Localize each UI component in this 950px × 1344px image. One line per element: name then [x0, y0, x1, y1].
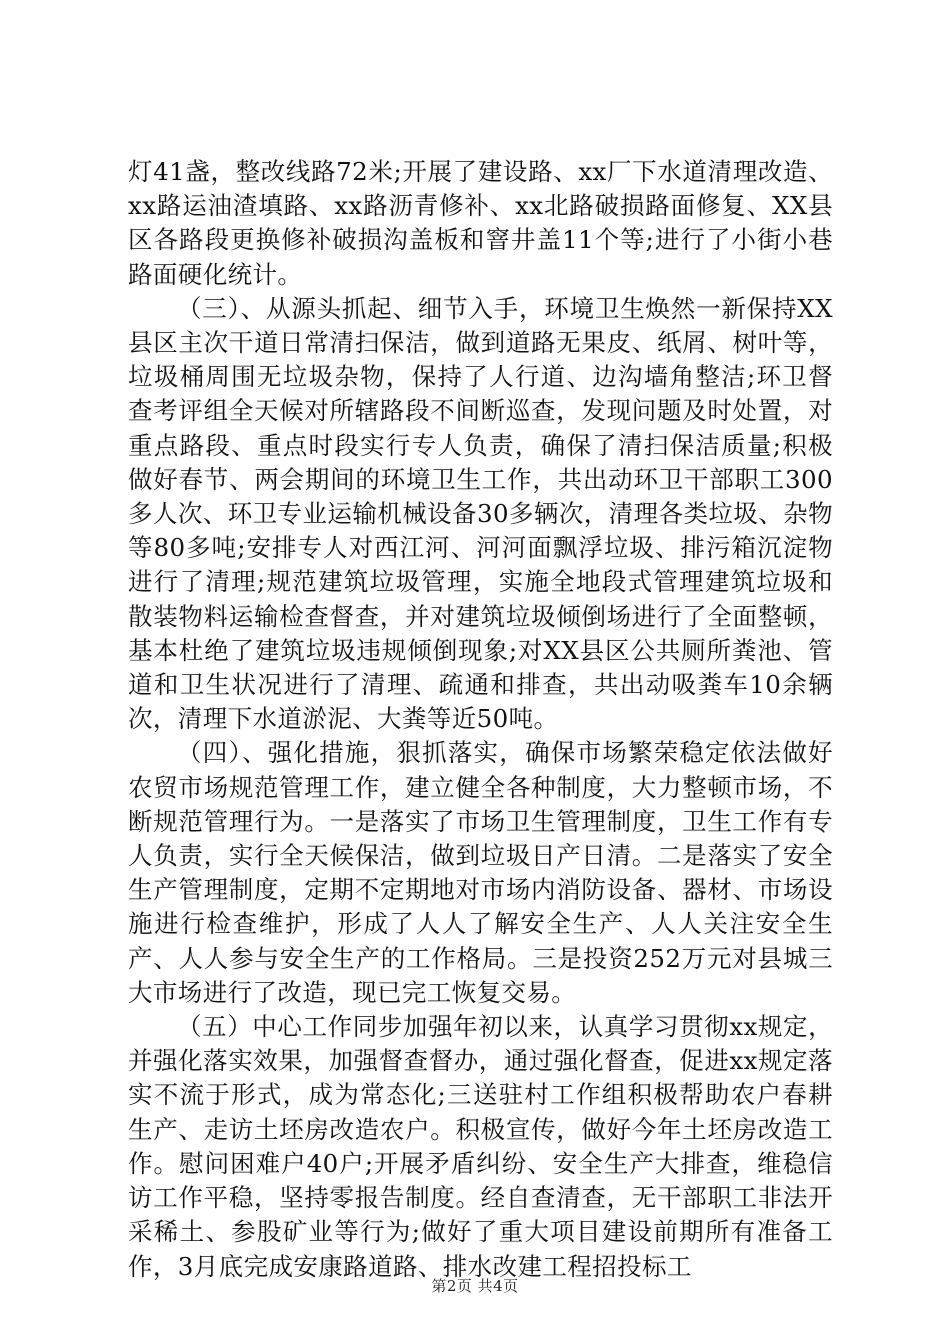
paragraph-1: 灯41盏，整改线路72米;开展了建设路、xx厂下水道清理改造、xx路运油渣填路、xx路沥青修补、xx北路破损路面修复、XX县区各路段更换修补破损沟盖板和窨井盖11个等;进行了小街小巷路面硬化统计。: [128, 157, 833, 289]
paragraph-2: （三）、从源头抓起、细节入手，环境卫生焕然一新保持XX县区主次干道日常清扫保洁，做到道路无果皮、纸屑、树叶等，垃圾桶周围无垃圾杂物，保持了人行道、边沟墙角整洁;环卫督查考评组全天候对所辖路段不间断巡查，发现问题及时处置，对重点路段、重点时段实行专人负责，确保了清扫保洁质量;积极做好春节、两会期间的环境卫生工作，共出动环卫干部职工300多人次、环卫专业运输机械设备30多辆次，清理各类垃圾、杂物等80多吨;安排专人对西江河、河河面飘浮垃圾、排污箱沉淀物进行了清理;规范建筑垃圾管理，实施全地段式管理建筑垃圾和散装物料运输检查督查，并对建筑垃圾倾倒场进行了全面整顿，基本杜绝了建筑垃圾违规倾倒现象;对XX县区公共厕所粪池、管道和卫生状况进行了清理、疏通和排查，共出动吸粪车10余辆次，清理下水道淤泥、大粪等近50吨。: [128, 293, 833, 734]
page-number-footer: 第2页 共4页: [431, 1277, 519, 1295]
paragraph-4: （五）中心工作同步加强年初以来，认真学习贯彻xx规定，并强化落实效果，加强督查督办，通过强化督查，促进xx规定落实不流于形式，成为常态化;三送驻村工作组积极帮助农户春耕生产、走访土坯房改造农户。积极宣传，做好今年土坯房改造工作。慰问困难户40户;开展矛盾纠纷、安全生产大排查，维稳信访工作平稳，坚持零报告制度。经自查清查，无干部职工非法开采稀土、参股矿业等行为;做好了重大项目建设前期所有准备工作，3月底完成安康路道路、排水改建工程招投标工: [128, 1012, 833, 1281]
paragraph-3: （四）、强化措施，狠抓落实，确保市场繁荣稳定依法做好农贸市场规范管理工作，建立健全各种制度，大力整顿市场，不断规范管理行为。一是落实了市场卫生管理制度，卫生工作有专人负责，实行全天候保洁，做到垃圾日产日清。二是落实了安全生产管理制度，定期不定期地对市场内消防设备、器材、市场设施进行检查维护，形成了人人了解安全生产、人人关注安全生产、人人参与安全生产的工作格局。三是投资252万元对县城三大市场进行了改造，现已完工恢复交易。: [128, 738, 833, 1007]
document-body: [128, 155, 833, 1284]
